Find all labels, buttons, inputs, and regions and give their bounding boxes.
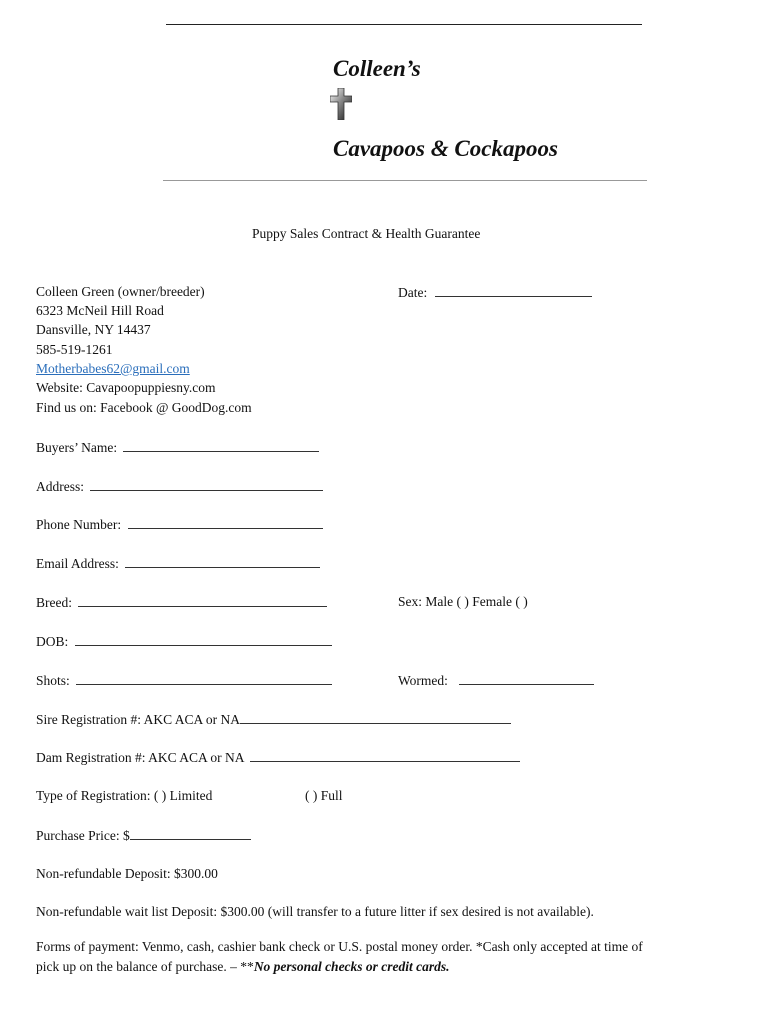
- email-label: Email Address:: [36, 556, 119, 571]
- breeder-city: Dansville, NY 14437: [36, 322, 151, 337]
- wormed-blank[interactable]: [459, 672, 594, 685]
- email-row: [36, 555, 320, 572]
- sex-options[interactable]: Sex: Male ( ) Female ( ): [398, 594, 528, 609]
- date-row: [398, 284, 592, 301]
- wormed-label: Wormed:: [398, 673, 448, 688]
- date-label: Date:: [398, 285, 428, 300]
- breed-row: [36, 594, 327, 611]
- address-row: [36, 478, 323, 495]
- breeder-street: 6323 McNeil Hill Road: [36, 303, 164, 318]
- purchase-price-row: [36, 827, 251, 844]
- header-bottom-rule: [163, 180, 647, 181]
- address-label: Address:: [36, 479, 84, 494]
- dam-label: Dam Registration #: AKC ACA or NA: [36, 750, 244, 765]
- buyers-name-row: [36, 439, 319, 456]
- header-title-line2: Cavapoos & Cockapoos: [333, 136, 558, 161]
- buyers-name-label: Buyers’ Name:: [36, 440, 118, 455]
- dam-blank[interactable]: [250, 749, 520, 762]
- deposit-line: Non-refundable Deposit: $300.00: [36, 866, 218, 881]
- dob-blank[interactable]: [75, 633, 332, 646]
- breeder-website: Website: Cavapoopuppiesny.com: [36, 380, 216, 395]
- sire-row: [36, 711, 511, 728]
- registration-type-full[interactable]: ( ) Full: [305, 788, 343, 803]
- cross-icon: [330, 88, 352, 120]
- no-checks-notice: No personal checks or credit cards.: [253, 959, 450, 974]
- payment-line-2: [36, 959, 450, 975]
- contract-title: Puppy Sales Contract & Health Guarantee: [252, 226, 481, 241]
- breed-label: Breed:: [36, 595, 72, 610]
- shots-blank[interactable]: [76, 672, 332, 685]
- date-blank[interactable]: [435, 284, 592, 297]
- waitlist-line: Non-refundable wait list Deposit: $300.00 (will transfer to a future litter if sex desired is not available).: [36, 904, 594, 919]
- shots-row: [36, 672, 332, 689]
- purchase-price-label: Purchase Price: $: [36, 828, 130, 843]
- phone-label: Phone Number:: [36, 517, 122, 532]
- header-top-rule: [166, 24, 642, 25]
- breeder-phone: 585-519-1261: [36, 342, 113, 357]
- purchase-price-blank[interactable]: [130, 827, 251, 840]
- registration-type-limited[interactable]: Type of Registration: ( ) Limited: [36, 788, 213, 803]
- breeder-social: Find us on: Facebook @ GoodDog.com: [36, 400, 252, 415]
- buyers-name-blank[interactable]: [123, 439, 319, 452]
- sire-blank[interactable]: [240, 711, 511, 724]
- header-title-line1: Colleen’s: [333, 56, 421, 81]
- phone-blank[interactable]: [128, 516, 323, 529]
- dob-row: [36, 633, 332, 650]
- payment-line-2-text: pick up on the balance of purchase. – **: [36, 959, 254, 974]
- phone-row: [36, 516, 323, 533]
- dob-label: DOB:: [36, 634, 69, 649]
- breeder-email-link[interactable]: Motherbabes62@gmail.com: [36, 361, 190, 376]
- breeder-name: Colleen Green (owner/breeder): [36, 284, 205, 299]
- sire-label: Sire Registration #: AKC ACA or NA: [36, 712, 241, 727]
- shots-label: Shots:: [36, 673, 70, 688]
- address-blank[interactable]: [90, 478, 323, 491]
- payment-line-1: Forms of payment: Venmo, cash, cashier bank check or U.S. postal money order. *Cash only accepted at time of: [36, 939, 643, 954]
- breeder-email-line: [36, 361, 190, 377]
- email-blank[interactable]: [125, 555, 320, 568]
- wormed-row: [398, 672, 594, 689]
- breed-blank[interactable]: [78, 594, 327, 607]
- dam-row: [36, 749, 520, 766]
